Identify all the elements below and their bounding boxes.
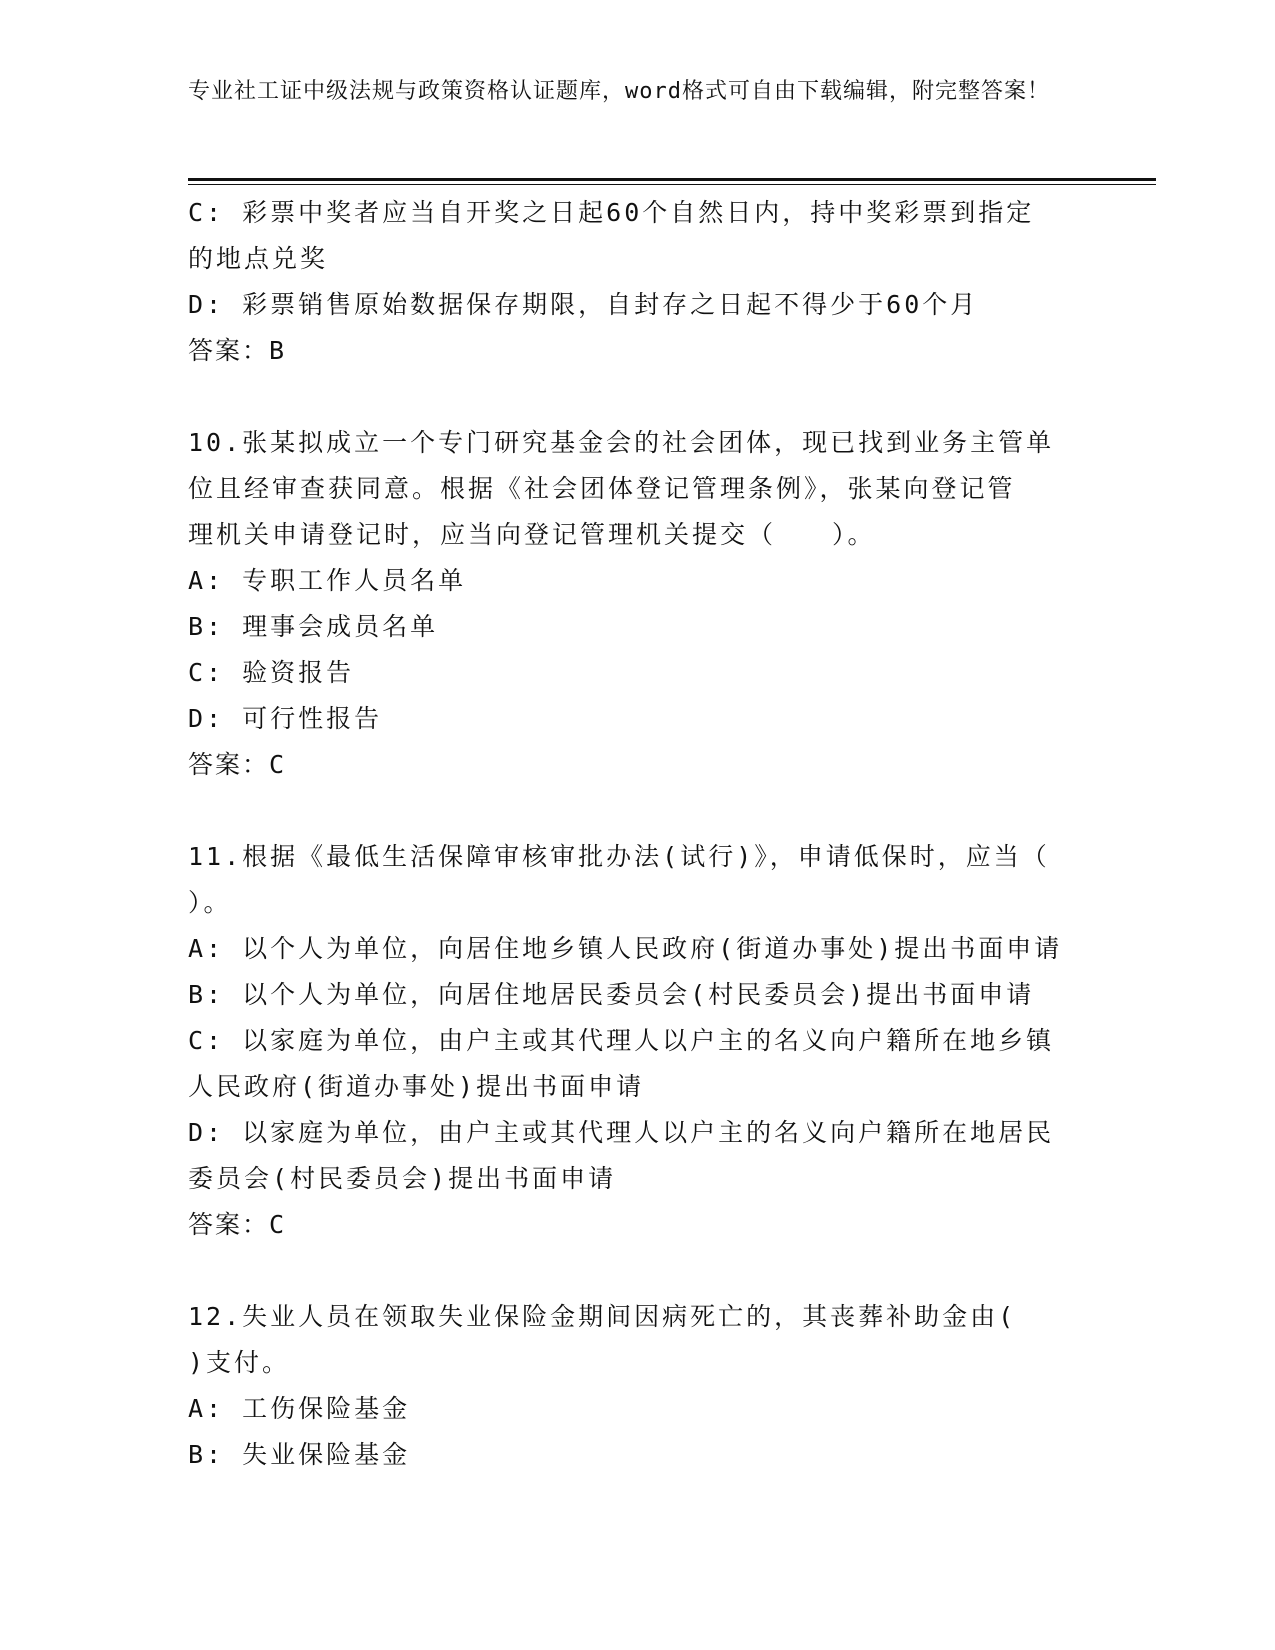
spacer <box>188 1248 1088 1294</box>
answer-q10: 答案：C <box>188 750 287 779</box>
option-d-q9: D: 彩票销售原始数据保存期限，自封存之日起不得少于60个月 <box>188 290 979 319</box>
option-d-q11-line2: 委员会(村民委员会)提出书面申请 <box>188 1164 617 1193</box>
question-12-line1: 12.失业人员在领取失业保险金期间因病死亡的，其丧葬补助金由( <box>188 1302 1017 1331</box>
option-a-q10: A: 专职工作人员名单 <box>188 566 467 595</box>
option-b-q12: B: 失业保险基金 <box>188 1440 411 1469</box>
spacer <box>188 788 1088 834</box>
question-10-line2: 位且经审查获同意。根据《社会团体登记管理条例》，张某向登记管 <box>188 474 1016 503</box>
document-body <box>188 190 1088 1478</box>
option-a-q12: A: 工伤保险基金 <box>188 1394 411 1423</box>
option-c-q11-line2: 人民政府(街道办事处)提出书面申请 <box>188 1072 645 1101</box>
question-10-line3: 理机关申请登记时，应当向登记管理机关提交（ ）。 <box>188 520 876 549</box>
option-a-q11: A: 以个人为单位，向居住地乡镇人民政府(街道办事处)提出书面申请 <box>188 934 1063 963</box>
option-c-q9-line1: C: 彩票中奖者应当自开奖之日起60个自然日内，持中奖彩票到指定 <box>188 198 1035 227</box>
spacer <box>188 374 1088 420</box>
question-11-line1: 11.根据《最低生活保障审核审批办法(试行)》，申请低保时，应当（ <box>188 842 1050 871</box>
option-c-q9-line2: 的地点兑奖 <box>188 244 329 273</box>
option-c-q10: C: 验资报告 <box>188 658 355 687</box>
option-d-q11-line1: D: 以家庭为单位，由户主或其代理人以户主的名义向户籍所在地居民 <box>188 1118 1055 1147</box>
header-divider <box>188 178 1156 181</box>
option-b-q10: B: 理事会成员名单 <box>188 612 439 641</box>
option-b-q11: B: 以个人为单位，向居住地居民委员会(村民委员会)提出书面申请 <box>188 980 1035 1009</box>
option-d-q10: D: 可行性报告 <box>188 704 383 733</box>
question-10-line1: 10.张某拟成立一个专门研究基金会的社会团体，现已找到业务主管单 <box>188 428 1055 457</box>
question-11-line2: ）。 <box>188 888 232 917</box>
header-divider-thin <box>188 184 1156 185</box>
page-header: 专业社工证中级法规与政策资格认证题库，word格式可自由下载编辑，附完整答案！ <box>188 79 1050 104</box>
answer-q11: 答案：C <box>188 1210 287 1239</box>
option-c-q11-line1: C: 以家庭为单位，由户主或其代理人以户主的名义向户籍所在地乡镇 <box>188 1026 1055 1055</box>
answer-q9: 答案：B <box>188 336 287 365</box>
question-12-line2: )支付。 <box>188 1348 291 1377</box>
